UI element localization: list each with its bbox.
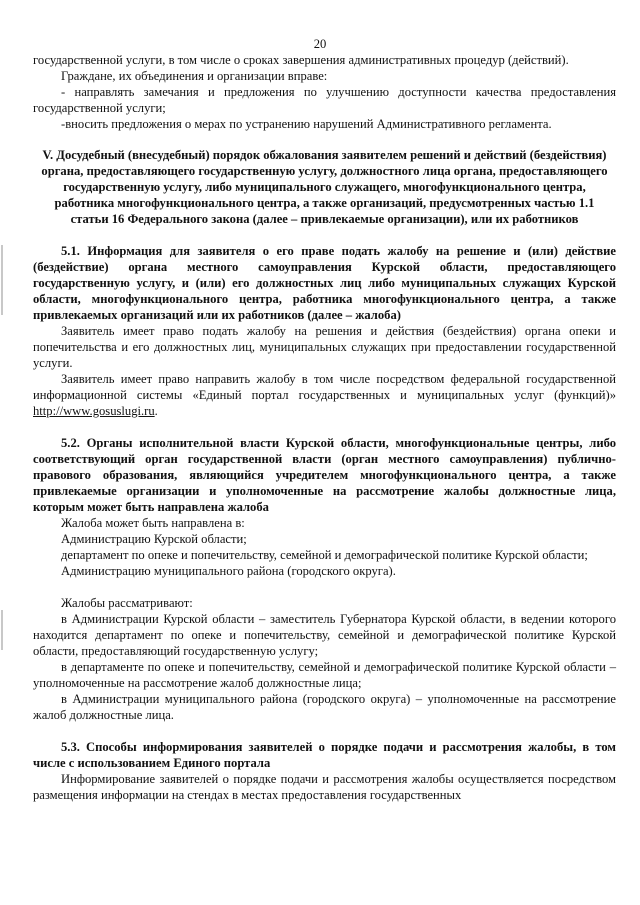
gosuslugi-link[interactable]: http://www.gosuslugi.ru — [33, 404, 155, 418]
scan-edge-mark — [1, 610, 3, 650]
document-body — [33, 52, 616, 803]
paragraph — [33, 371, 616, 419]
scan-edge-mark — [1, 245, 3, 315]
paragraph: -вносить предложения о мерах по устранению нарушений Административного регламента. — [61, 117, 552, 131]
paragraph-text: . — [154, 404, 158, 418]
paragraph: Заявитель имеет право подать жалобу на решения и действия (бездействия) органа опеки и попечительства и его должностных лиц, муниципальных служащих при предоставлении государственной услуги. — [33, 324, 616, 370]
subsection-heading: 5.1. Информация для заявителя о его праве подать жалобу на решение и (или) действие (бездействие) органа местного самоуправления Курской области, предоставляющего государственную услугу, и (или) его должностных лиц либо муниципальных служащих Курской области, многофункционального центра, работника многофункционального центра, а также привлекаемых организаций или их работников (далее – жалоба) — [33, 244, 616, 322]
paragraph: в Администрации Курской области – заместитель Губернатора Курской области, в ведении которого находится департамент по опеке и попечительству, семейной и демографической политике Курской области, предоставляющий государственную услугу; — [33, 612, 616, 658]
subsection-heading: 5.3. Способы информирования заявителей о порядке подачи и рассмотрения жалобы, в том числе с использованием Единого портала — [33, 740, 616, 770]
section-heading: V. Досудебный (внесудебный) порядок обжалования заявителем решений и действий (бездействия) органа, предоставляющего государственную услугу, должностного лица органа, предоставляющего государственную услугу, либо муниципального служащего, многофункционального центра, работника многофункционального центра, а также организаций, предусмотренных частью 1.1 статьи 16 Федерального закона (далее – привлекаемые организации), или их работников — [41, 148, 608, 226]
paragraph-text: Заявитель имеет право направить жалобу в том числе посредством федеральной государственной информационной системы «Единый портал государственных и муниципальных услуг (функций)» — [33, 372, 616, 402]
paragraph: Администрацию муниципального района (городского округа). — [61, 564, 396, 578]
paragraph: Администрацию Курской области; — [61, 532, 247, 546]
paragraph: государственной услуги, в том числе о сроках завершения административных процедур (действий). — [33, 53, 569, 67]
paragraph: Жалоба может быть направлена в: — [61, 516, 245, 530]
paragraph: - направлять замечания и предложения по улучшению доступности качества предоставления государственной услуги; — [33, 85, 616, 115]
subsection-heading: 5.2. Органы исполнительной власти Курской области, многофункциональные центры, либо соответствующий орган государственной власти (орган местного самоуправления) публично-правового образования, являющийся учредителем многофункционального центра, а также привлекаемые организации и уполномоченные на рассмотрение жалобы должностные лица, которым может быть направлена жалоба — [33, 436, 616, 514]
paragraph: Граждане, их объединения и организации вправе: — [61, 69, 328, 83]
paragraph: в департаменте по опеке и попечительству, семейной и демографической политике Курской области – уполномоченные на рассмотрение жалоб должностные лица; — [33, 660, 616, 690]
paragraph: Жалобы рассматривают: — [61, 596, 193, 610]
paragraph: департамент по опеке и попечительству, семейной и демографической политике Курской области; — [61, 548, 588, 562]
page-number: 20 — [313, 37, 327, 51]
paragraph: в Администрации муниципального района (городского округа) – уполномоченные на рассмотрение жалоб должностные лица. — [33, 692, 616, 722]
paragraph: Информирование заявителей о порядке подачи и рассмотрения жалобы осуществляется посредством размещения информации на стендах в местах предоставления государственных — [33, 772, 616, 802]
